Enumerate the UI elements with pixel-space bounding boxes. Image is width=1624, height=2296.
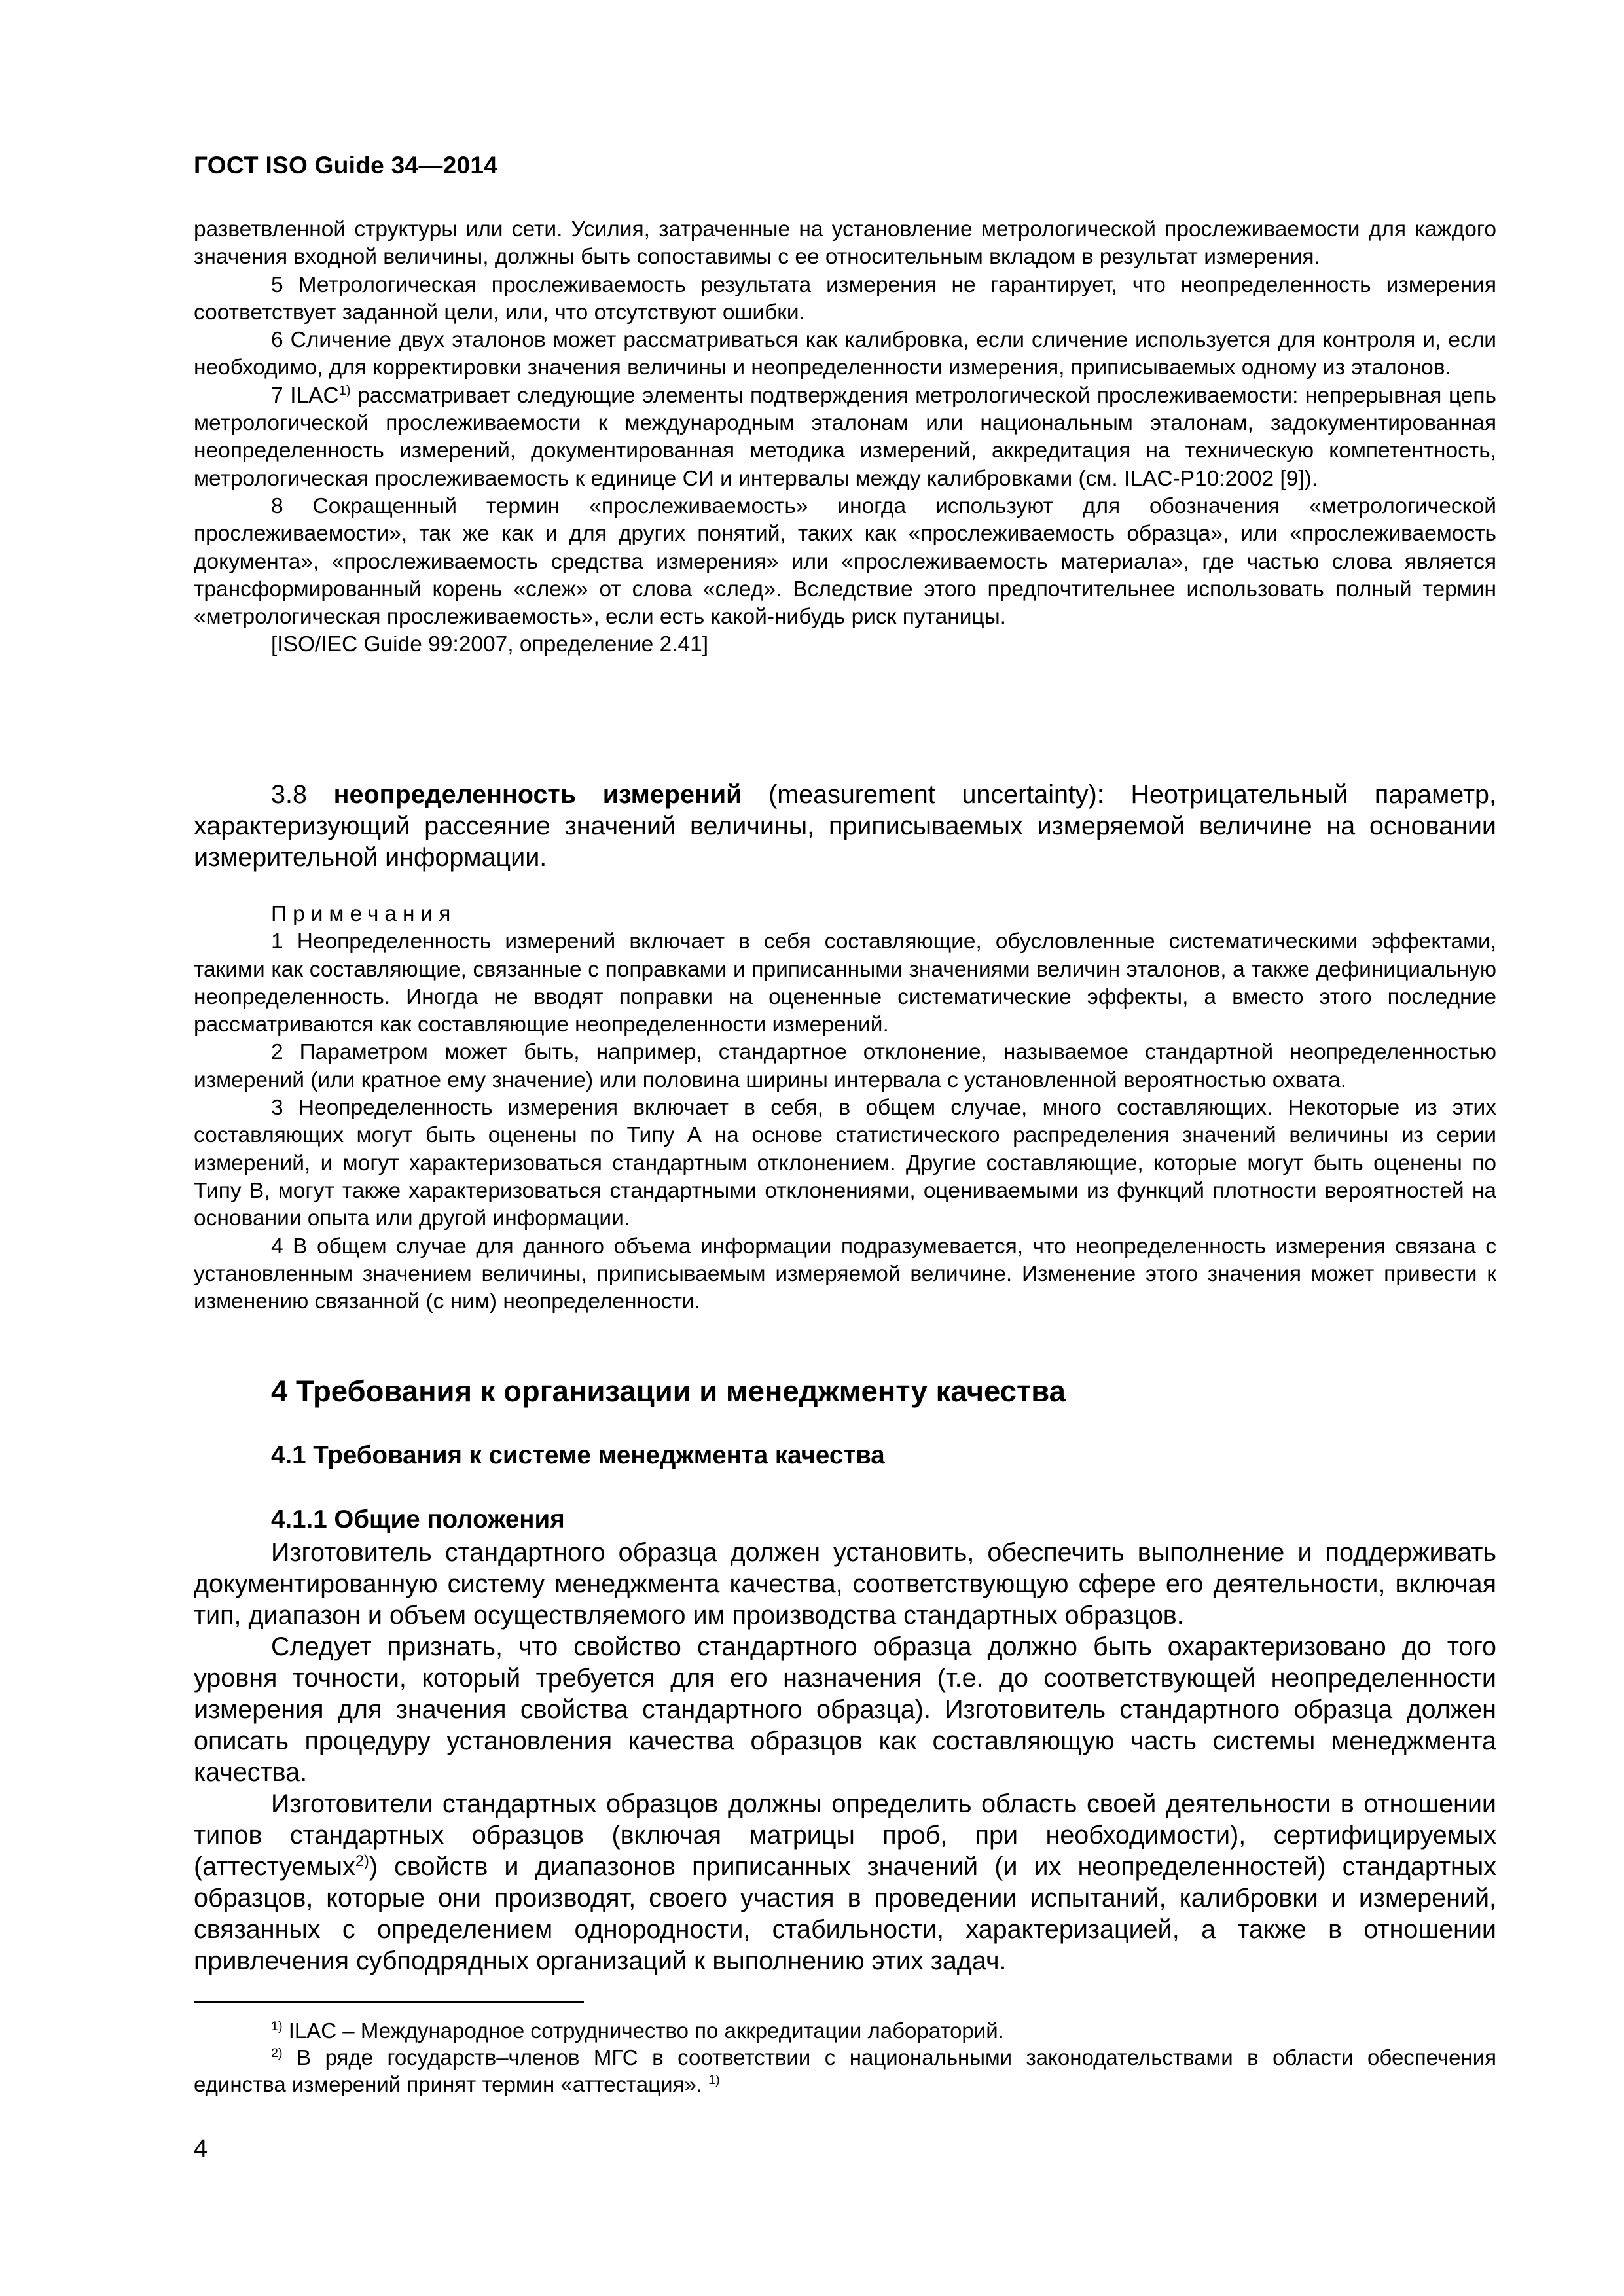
note-5: 5 Метрологическая прослеживаемость результата измерения не гарантирует, что неопределенность измерения соответствует заданной цели, или, что отсутствуют ошибки.: [194, 272, 1496, 325]
footnote-separator: [194, 2001, 584, 2003]
footnotes: [194, 2017, 1496, 2098]
term-definition: [194, 779, 1496, 873]
footnote-2: $^{2)}$ В ряде государств–членов МГС в соответствии с национальными законодательствами в области обеспечения единства измерений принят термин «аттестация». $^{1)}$: [194, 2045, 1496, 2096]
notes-heading: Примечания: [271, 902, 457, 926]
paragraph: разветвленной структуры или сети. Усилия, затраченные на установление метрологической прослеживаемости для каждого значения входной величины, должны быть сопоставимы с ее относительным вкладом в результат измерения.: [194, 217, 1496, 270]
document-header: ГОСТ ISO Guide 34—2014: [194, 152, 498, 179]
note-3: 3 Неопределенность измерения включает в себя, в общем случае, много составляющих. Некоторые из этих составляющих могут быть оценены по Типу А на основе статистического распределения значений величины из серии измерений, и могут характеризоваться стандартным отклонением. Другие составляющие, которые могут быть оценены по Типу В, могут также характеризоваться стандартными отклонениями, оцениваемыми из функций плотности вероятностей на основании опыта или другой информации.: [194, 1096, 1496, 1231]
note-7: [194, 382, 1496, 493]
section-4-heading: 4 Требования к организации и менеджменту качества: [271, 1374, 1066, 1408]
footnote-1: $^{1)}$ ILAC – Международное сотрудничество по аккредитации лабораторий.: [271, 2018, 1004, 2043]
note-1: 1 Неопределенность измерений включает в себя составляющие, обусловленные систематическими эффектами, такими как составляющие, связанные с поправками и приписанными значениями величин эталонов, а также дефинициальную неопределенность. Иногда не вводят поправки на оцененные систематические эффекты, а вместо этого последние рассматриваются как составляющие неопределенности измерений.: [194, 929, 1496, 1037]
paragraph: Следует признать, что свойство стандартного образца должно быть охарактеризовано до того уровня точности, который требуется для его назначения (т.е. до соответствующей неопределенности измерения для значения свойства стандартного образца). Изготовитель стандартного образца должен описать процедуру установления качества образцов как составляющую часть системы менеджмента качества.: [194, 1632, 1496, 1787]
section-4-1-1-heading: 4.1.1 Общие положения: [271, 1505, 565, 1534]
section-4-1-heading: 4.1 Требования к системе менеджмента качества: [271, 1441, 885, 1469]
notes-continuation: [194, 216, 1496, 659]
term-text: (measurement uncertainty): Неотрицательный параметр, характеризующий рассеяние значений величины, приписываемых измеряемой величине на основании измерительной информации.: [194, 780, 1496, 872]
paragraph: Изготовитель стандартного образца должен установить, обеспечить выполнение и поддерживать документированную систему менеджмента качества, соответствующую сфере его деятельности, включая тип, диапазон и объем осуществляемого им производства стандартных образцов.: [194, 1538, 1496, 1630]
footnote-ref-1: 1): [338, 383, 351, 398]
section-4-1-1-body: [194, 1537, 1496, 1977]
term-name: неопределенность измерений: [333, 780, 742, 809]
note-7-rest: рассматривает следующие элементы подтверждения метрологической прослеживаемости: непрерывная цепь метрологической прослеживаемости к международным эталонам или национальным эталонам, задокументированная неопределенность измерений, документированная методика измерений, аккредитация на техническую компетентность, метрологическая прослеживаемость к единице СИ и интервалы между калибровками (см. ILAC-P10:2002 [9]).: [194, 383, 1496, 491]
note-6: 6 Сличение двух эталонов может рассматриваться как калибровка, если сличение используется для контроля и, если необходимо, для корректировки значения величины и неопределенности измерения, приписываемых одному из эталонов.: [194, 328, 1496, 380]
note-2: 2 Параметром может быть, например, стандартное отклонение, называемое стандартной неопределенностью измерений (или кратное ему значение) или половина ширины интервала с установленной вероятностью охвата.: [194, 1040, 1496, 1092]
term-number: 3.8: [271, 780, 334, 809]
term-3-8: [194, 779, 1496, 873]
footnote-ref-2: 2): [355, 1852, 369, 1870]
page-number: 4: [194, 2135, 208, 2162]
note-4: 4 В общем случае для данного объема информации подразумевается, что неопределенность измерения связана с установленным значением величины, приписываемым измеряемой величине. Изменение этого значения может привести к изменению связанной (с ним) неопределенности.: [194, 1234, 1496, 1314]
note-8: 8 Сокращенный термин «прослеживаемость» иногда используют для обозначения «метрологической прослеживаемости», так же как и для других понятий, таких как «прослеживаемость образца», или «прослеживаемость документа», «прослеживаемость средства измерения» или «прослеживаемость материала», где частью слова является трансформированный корень «слеж» от слова «след». Вследствие этого предпочтительнее использовать полный термин «метрологическая прослеживаемость», если есть какой-нибудь риск путаницы.: [194, 493, 1496, 630]
source-reference: [ISO/IEC Guide 99:2007, определение 2.41]: [271, 632, 709, 657]
note-7-start: 7 ILAC: [271, 383, 339, 408]
paragraph: Изготовители стандартных образцов должны определить область своей деятельности в отношении типов стандартных образцов (включая матрицы проб, при необходимости), сертифицируемых (аттестуемых$^{2)}$) свойств и диапазонов приписанных значений (и их неопределенностей) стандартных образцов, которые они производят, своего участия в проведении испытаний, калибровки и измерений, связанных с определением однородности, стабильности, характеризацией, а также в отношении привлечения субподрядных организаций к выполнению этих задач.: [194, 1789, 1496, 1975]
notes-block: [194, 901, 1496, 1316]
